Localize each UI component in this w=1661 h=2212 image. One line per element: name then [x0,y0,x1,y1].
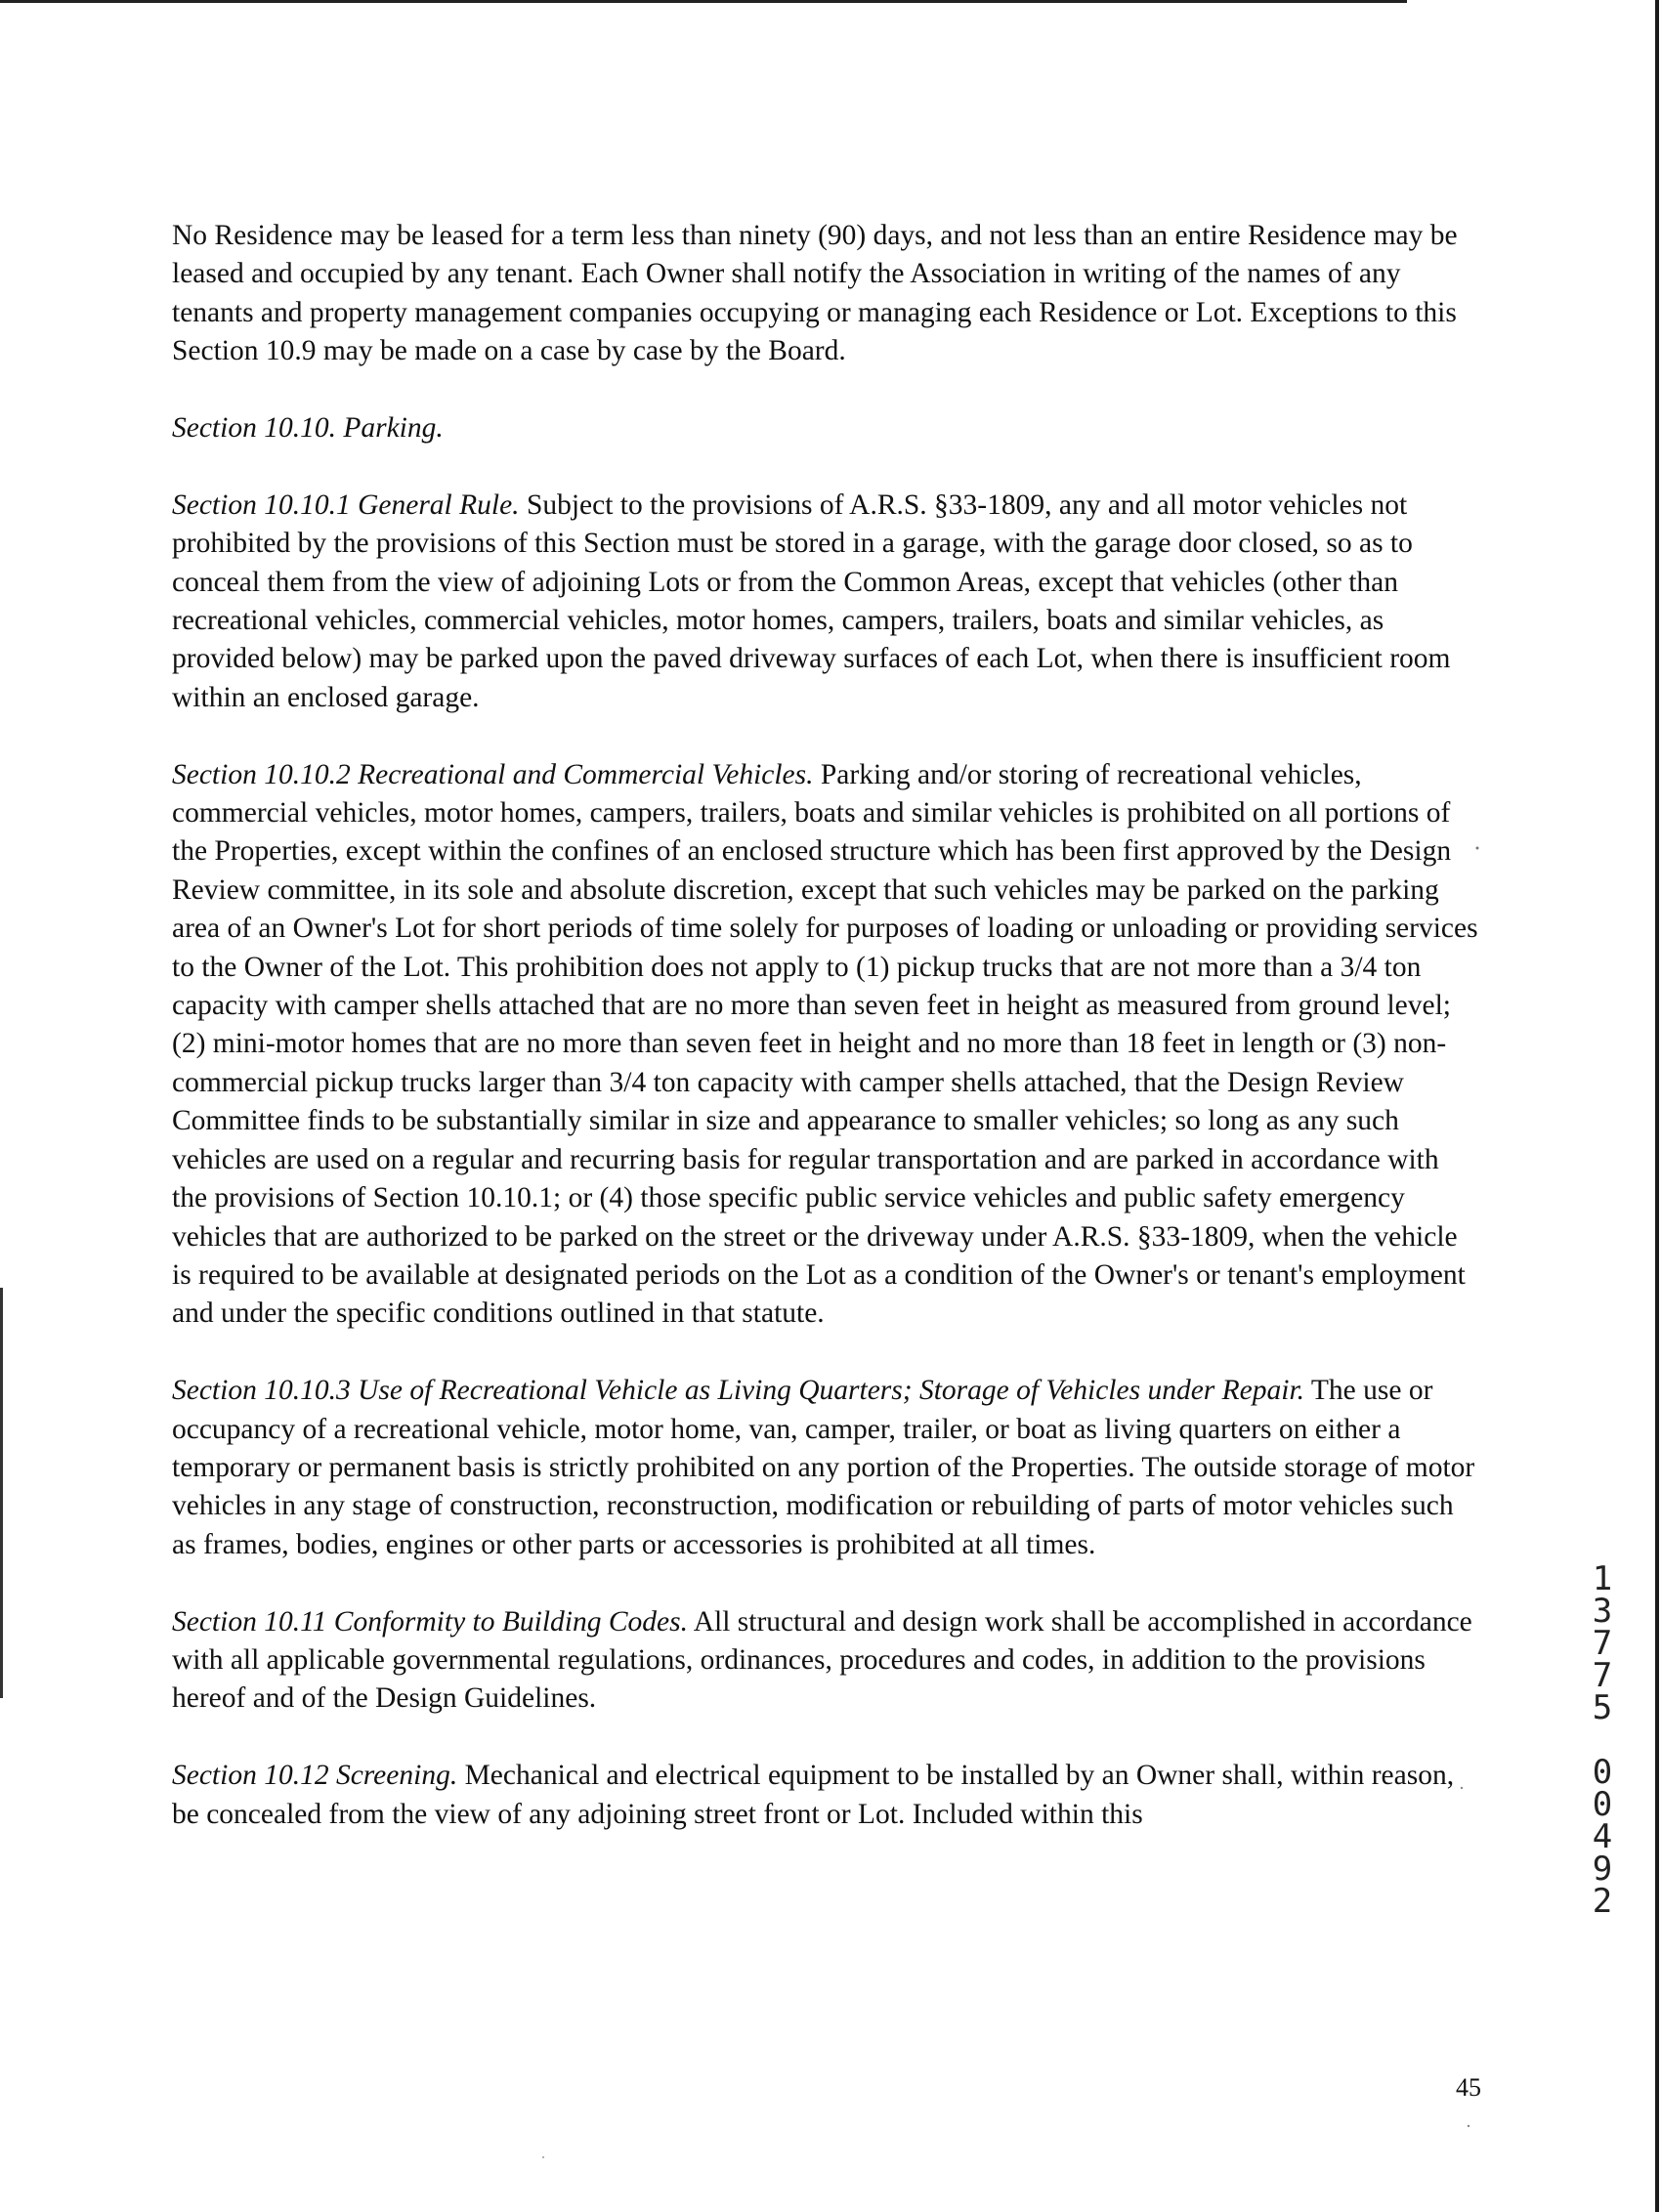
stamp-digit: 7 [1592,1656,1613,1695]
section-text: Parking and/or storing of recreational vehicles, commercial vehicles, motor homes, campers, trailers, boats and similar vehicles is prohibited on all portions of the Properties, except within the confines of an enclosed structure which has been first approved by the Design Review committee, in its sole and absolute discretion, except that such vehicles may be parked on the parking area of an Owner's Lot for short periods of time solely for purposes of loading or unloading or providing services to the Owner of the Lot. This prohibition does not apply to (1) pickup trucks that are not more than a 3/4 ton capacity with camper shells attached that are no more than seven feet in height as measured from ground level; (2) mini-motor homes that are no more than seven feet in height and no more than 18 feet in length or (3) non-commercial pickup trucks larger than 3/4 ton capacity with camper shells attached, that the Design Review Committee finds to be substantially similar in size and appearance to smaller vehicles; so long as any such vehicles are used on a regular and recurring basis for regular transportation and are parked in accordance with the provisions of Section 10.10.1; or (4) those specific public service vehicles and public safety emergency vehicles that are authorized to be parked on the street or the driveway under A.R.S. §33-1809, when the vehicle is required to be available at designated periods on the Lot as a condition of the Owner's or tenant's employment and under the specific conditions outlined in that statute. [172,758,1478,1330]
stamp-digit: 4 [1592,1817,1613,1856]
section-text: Subject to the provisions of A.R.S. §33-1809, any and all motor vehicles not prohibited by the provisions of this Section must be stored in a garage, with the garage door closed, so as to conceal them from the view of adjoining Lots or from the Common Areas, except that vehicles (other than recreational vehicles, commercial vehicles, motor homes, campers, trailers, boats and similar vehicles, as provided below) may be parked upon the paved driveway surfaces of each Lot, when there is insufficient room within an enclosed garage. [172,489,1451,713]
section-text: All structural and design work shall be accomplished in accordance with all applicable governmental regulations, ordinances, procedures and codes, in addition to the provisions hereof and of the Design Guidelines. [172,1605,1472,1715]
stamp-digit: 0 [1592,1753,1613,1792]
stamp-digit: 5 [1592,1688,1613,1727]
section-heading: Section 10.11 Conformity to Building Codes. [172,1605,688,1638]
section-10-11-building-codes [172,1603,1481,1719]
section-heading: Section 10.10.1 General Rule. [172,489,520,521]
section-text: The use or occupancy of a recreational vehicle, motor home, van, camper, trailer, or boat as living quarters on either a temporary or permanent basis is strictly prohibited on any portion of the Properties. The outside storage of motor vehicles in any stage of construction, reconstruction, modification or rebuilding of parts of motor vehicles such as frames, bodies, engines or other parts or accessories is prohibited at all times. [172,1375,1475,1560]
section-heading: Section 10.10. Parking. [172,412,444,445]
stamp-digit: 0 [1592,1785,1613,1824]
section-10-10-1-general-rule [172,487,1481,717]
section-10-12-screening [172,1757,1481,1834]
section-10-10-2-recreational-commercial-vehicles [172,756,1481,1334]
stamp-digit: 9 [1592,1850,1613,1889]
document-body [172,217,1481,1872]
section-10-10-parking [172,409,1481,447]
stamp-digit: 2 [1592,1882,1613,1921]
section-text: Mechanical and electrical equipment to be installed by an Owner shall, within reason, be concealed from the view of any adjoining street front or Lot. Included within this [172,1760,1455,1830]
leasing-paragraph [172,217,1481,371]
section-heading: Section 10.10.3 Use of Recreational Vehicle as Living Quarters; Storage of Vehicles under Repair. [172,1375,1305,1407]
section-heading: Section 10.10.2 Recreational and Commercial Vehicles. [172,758,814,790]
stamp-digit: 7 [1592,1624,1613,1663]
stamp-digit: 1 [1592,1559,1613,1598]
section-10-10-3-living-quarters-storage [172,1372,1481,1564]
leasing-paragraph-text: No Residence may be leased for a term less than ninety (90) days, and not less than an entire Residence may be leased and occupied by any tenant. Each Owner shall notify the Association in writing of the names of any tenants and property management companies occupying or managing each Residence or Lot. Exceptions to this Section 10.9 may be made on a case by case by the Board. [172,220,1458,367]
section-heading: Section 10.12 Screening. [172,1760,458,1792]
recording-number-stamp [1583,1559,1622,1921]
page-number: 45 [1456,2073,1481,2102]
stamp-digit: 3 [1592,1592,1613,1631]
